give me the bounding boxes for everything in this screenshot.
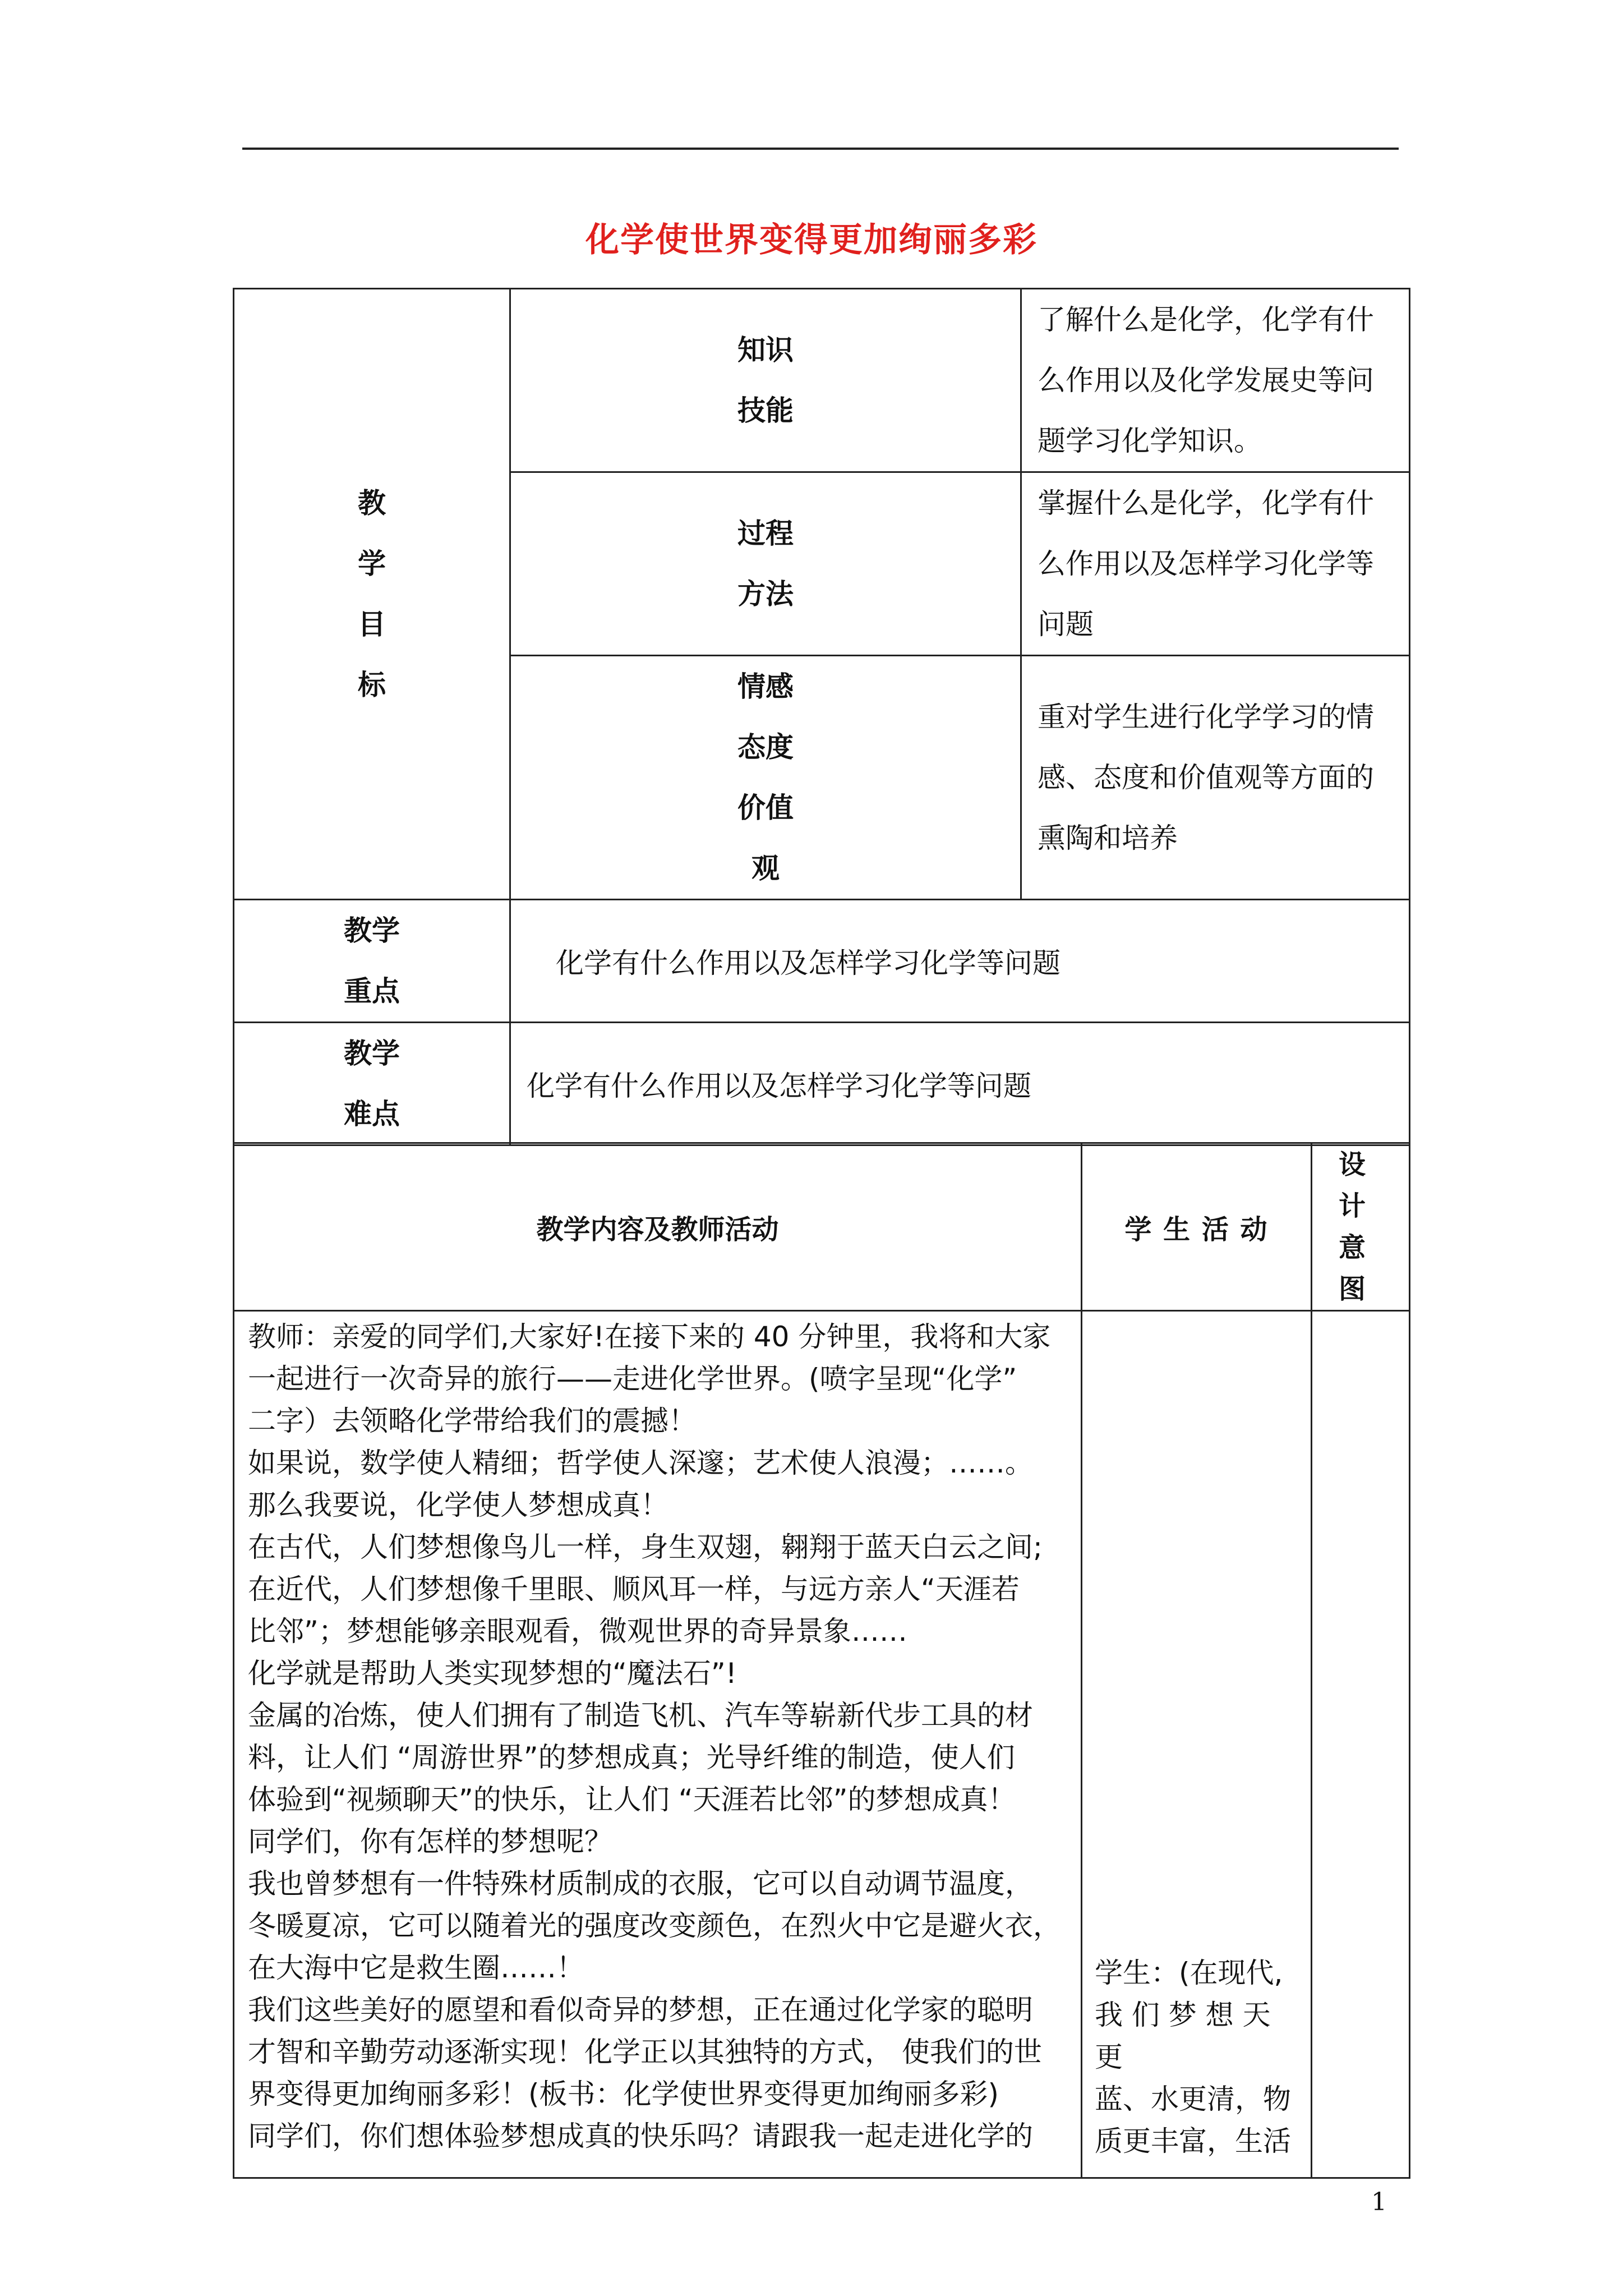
text-line: 问题 [1038, 608, 1094, 641]
text-line: 么作用以及怎样学习化学等 [1038, 547, 1374, 580]
teacher-line: 如果说，数学使人精细；哲学使人深邃；艺术使人浪漫；……。 [248, 1447, 1033, 1479]
label-line: 观 [751, 852, 780, 885]
teacher-line: 冬暖夏凉，它可以随着光的强度改变颜色，在烈火中它是避火衣， [248, 1910, 1061, 1942]
student-line: 蓝、水更清，物 [1095, 2083, 1291, 2115]
text-line: 么作用以及化学发展史等问 [1038, 364, 1374, 397]
difficulty-label [234, 1023, 510, 1145]
text-line: 题学习化学知识。 [1038, 425, 1262, 457]
header-design-line: 意 图 [1338, 1232, 1382, 1305]
group-label-char: 学 [358, 547, 386, 580]
page-number: 1 [1371, 2188, 1387, 2216]
teacher-line: 教师：亲爱的同学们,大家好!在接下来的 40 分钟里，我将和大家 [248, 1320, 1051, 1353]
label-line: 教学 [344, 914, 400, 947]
teacher-line: 料，让人们 “周游世界”的梦想成真；光导纤维的制造，使人们 [248, 1741, 1015, 1774]
header-rule [242, 148, 1399, 150]
student-line: 学生：(在现代, [1095, 1957, 1283, 1989]
teacher-line: 同学们，你们想体验梦想成真的快乐吗？请跟我一起走进化学的 [248, 2120, 1033, 2152]
text-line: 重对学生进行化学学习的情 [1038, 701, 1374, 733]
label-line: 技能 [737, 394, 794, 427]
activity-table [233, 1142, 1410, 2179]
label-line: 态度 [737, 731, 794, 763]
label-line: 情感 [737, 670, 794, 703]
teacher-line: 体验到“视频聊天”的快乐，让人们 “天涯若比邻”的梦想成真！ [248, 1783, 1016, 1816]
teacher-line: 在近代，人们梦想像千里眼、顺风耳一样，与远方亲人“天涯若 [248, 1573, 1020, 1605]
text-line: 了解什么是化学，化学有什 [1038, 303, 1374, 336]
label-line: 教学 [344, 1037, 400, 1070]
teacher-line: 在大海中它是救生圈……！ [248, 1952, 584, 1984]
objective-text-knowledge [1021, 289, 1410, 472]
key-point-label [234, 900, 510, 1023]
label-line: 重点 [344, 975, 400, 1007]
teacher-line: 在古代，人们梦想像鸟儿一样，身生双翅，翱翔于蓝天白云之间; [248, 1531, 1043, 1563]
header-content: 教学内容及教师活动 [234, 1143, 1082, 1311]
group-label-char: 目 [358, 608, 386, 641]
label-line: 过程 [737, 517, 794, 550]
teacher-line: 那么我要说，化学使人梦想成真！ [248, 1489, 668, 1521]
label-line: 知识 [737, 334, 794, 366]
objective-text-attitude [1021, 656, 1410, 900]
teacher-line: 化学就是帮助人类实现梦想的“魔法石”! [248, 1657, 737, 1690]
teacher-line: 同学们，你有怎样的梦想呢？ [248, 1825, 612, 1858]
teacher-line: 比邻”；梦想能够亲眼观看，微观世界的奇异景象…… [248, 1615, 907, 1648]
objectives-group-label [234, 289, 510, 900]
teacher-line: 才智和辛勤劳动逐渐实现！化学正以其独特的方式， 使我们的世 [248, 2036, 1042, 2068]
teacher-line: 金属的冶炼，使人们拥有了制造飞机、汽车等崭新代步工具的材 [248, 1699, 1033, 1732]
document-title: 化学使世界变得更加绚丽多彩 [585, 220, 1038, 260]
label-line: 难点 [344, 1098, 400, 1130]
header-design [1312, 1143, 1410, 1311]
difficulty-line: 化学有什么作用以及怎样学习化学等问题 [527, 1070, 1031, 1102]
label-line: 方法 [737, 578, 794, 610]
design-intent-cell [1312, 1311, 1410, 2178]
teacher-line: 界变得更加绚丽多彩！(板书：化学使世界变得更加绚丽多彩) [248, 2078, 999, 2110]
teacher-line: 我们这些美好的愿望和看似奇异的梦想，正在通过化学家的聪明 [248, 1994, 1033, 2026]
teacher-line: 一起进行一次奇异的旅行——走进化学世界。(喷字呈现“化学” [248, 1363, 1017, 1395]
key-point-line: 化学有什么作用以及怎样学习化学等问题 [556, 947, 1061, 979]
text-line: 掌握什么是化学，化学有什 [1038, 487, 1374, 519]
text-line: 感、态度和价值观等方面的 [1038, 761, 1374, 794]
key-point-text [510, 900, 1410, 1023]
objective-label-knowledge [510, 289, 1021, 472]
student-line: 质更丰富，生活 [1095, 2125, 1291, 2157]
objective-label-attitude [510, 656, 1021, 900]
objectives-table [233, 288, 1410, 1146]
difficulty-text [510, 1023, 1410, 1145]
label-line: 价值 [737, 792, 794, 824]
group-label-char: 教 [358, 487, 386, 519]
group-label-char: 标 [358, 669, 386, 701]
student-line: 我 们 梦 想 天 更 [1095, 1999, 1271, 2073]
header-design-line: 设 计 [1338, 1149, 1382, 1222]
objective-text-process [1021, 472, 1410, 656]
teacher-activity-cell [234, 1311, 1082, 2178]
objective-label-process [510, 472, 1021, 656]
teacher-line: 二字）去领略化学带给我们的震撼！ [248, 1405, 697, 1437]
header-student: 学 生 活 动 [1082, 1143, 1312, 1311]
text-line: 熏陶和培养 [1038, 822, 1178, 854]
teacher-line: 我也曾梦想有一件特殊材质制成的衣服，它可以自动调节温度， [248, 1867, 1033, 1900]
student-activity-cell [1082, 1311, 1312, 2178]
